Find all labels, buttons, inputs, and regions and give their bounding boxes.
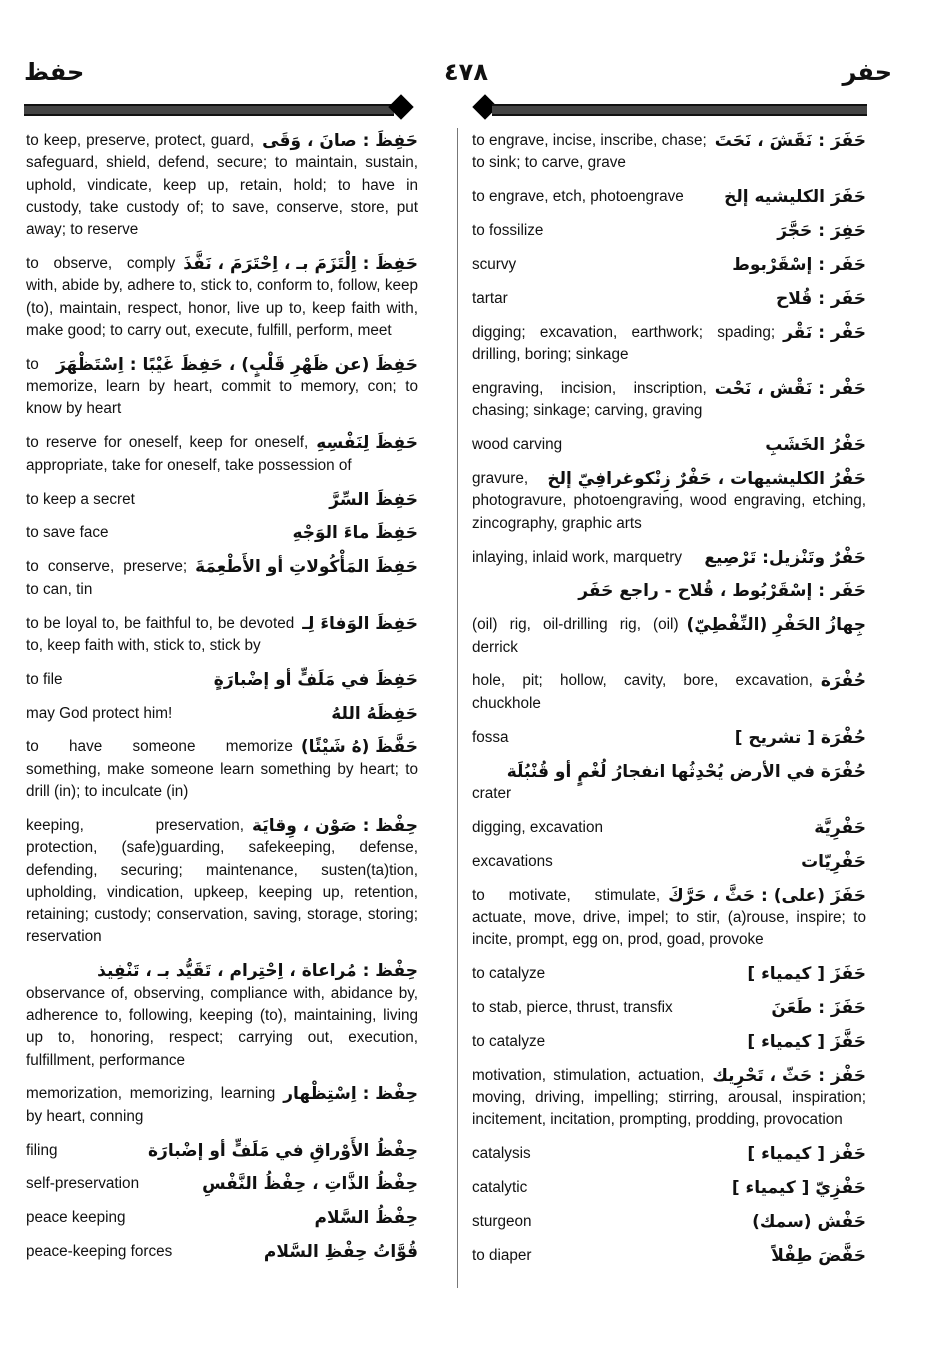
dictionary-entry [472, 963, 866, 985]
dictionary-entry [472, 885, 866, 952]
arabic-headword: حَفْر : نَقْش ، نَحْت [714, 378, 866, 399]
arabic-headword: حَفِظَ : صانَ ، وَقَى [262, 131, 418, 151]
arabic-headword: حِفْظُ الذَّاتِ ، حِفْظُ النَّفْسِ [202, 1174, 418, 1195]
arabic-headword: حَفْرٌ وتَنْزيل: تَرْصِيع [704, 547, 866, 568]
dictionary-entry [472, 614, 866, 659]
english-definition: to catalyze [472, 965, 546, 982]
page-number: ٤٧٨ [444, 58, 488, 86]
english-definition: observance of, observing, compliance with, abidance by, adherence to, following, keeping (to), maintaining, living up to, honoring, respect; carrying out, execution, fulfillment, performance [26, 984, 418, 1069]
english-definition: inlaying, inlaid work, marquetry [472, 548, 682, 566]
arabic-headword: حَفْز [ كيمياء ] [747, 1144, 866, 1165]
english-definition: catalysis [472, 1145, 531, 1163]
english-definition: scurvy [472, 255, 517, 273]
arabic-headword: حَفْر : نَقْر [783, 322, 866, 343]
arabic-headword: حَفَرَ الكليشيه إلخ [724, 187, 866, 208]
dictionary-entry [26, 1207, 418, 1229]
arabic-headword: جِهازُ الحَفْرِ (النِّفْطِيّ) [686, 615, 866, 636]
arabic-headword: حَفَزَ (على) : حَثَّ ، حَرَّكَ [668, 885, 866, 906]
english-definition: to keep a secret [26, 490, 135, 508]
dictionary-entry [472, 727, 866, 749]
arabic-headword: قُوَّاتُ حِفْظِ السَّلام [263, 1242, 418, 1263]
dictionary-entry [26, 815, 418, 949]
arabic-headword: حِفْظُ السَّلام [314, 1208, 418, 1229]
english-definition: self-preservation [26, 1175, 140, 1193]
arabic-headword: حَفْرُ الكليشيهات ، حَفْرٌ زِنْكوغرافِيّ إلخ [547, 469, 866, 490]
dictionary-entry [472, 997, 866, 1019]
dictionary-entry [472, 186, 866, 208]
arabic-headword: حَفْش (سمك) [752, 1211, 866, 1232]
right-column [472, 130, 866, 1279]
dictionary-entry [26, 489, 418, 511]
dictionary-entry [26, 669, 418, 691]
dictionary-entry [472, 1211, 866, 1233]
dictionary-entry [26, 1173, 418, 1195]
arabic-headword: حَفَزَ [ كيمياء ] [747, 964, 866, 984]
arabic-headword: حُفْرَة في الأرض يُحْدِثُها انفجارُ لُغْمٍ أو قُنْبُلَة [506, 761, 866, 782]
english-definition: to catalyze [472, 1032, 546, 1050]
dictionary-entry [472, 220, 866, 242]
english-definition: hole, pit; hollow, cavity, bore, excavation, chuckhole [472, 672, 813, 712]
arabic-headword: حَفَزَ : طَعَنَ [771, 997, 866, 1018]
english-definition: sturgeon [472, 1212, 532, 1230]
dictionary-entry [26, 522, 418, 544]
english-definition: gravure, photogravure, photoengraving, wood engraving, etching, zincography, graphic arts [472, 470, 866, 532]
dictionary-entry [26, 354, 418, 421]
dictionary-entry [472, 1031, 866, 1053]
english-definition: to motivate, stimulate, actuate, move, drive, impel; to stir, (a)rouse, inspire; to incite, prompt, egg on, prod, goad, provoke [472, 886, 866, 949]
right-guide-word: حفر [842, 58, 892, 86]
dictionary-entry [472, 670, 866, 715]
english-definition: to keep, preserve, protect, guard, safeguard, shield, defend, secure; to maintain, sustain, uphold, vindicate, keep up, retain, hold; to have in custody, take custody of; to save, conserve, store, put away; to reserve [26, 132, 418, 239]
english-definition: to memorize, learn by heart, commit to memory, con; to know by heart [26, 355, 418, 418]
english-definition: to file [26, 670, 63, 688]
arabic-headword: حَفِظَ (عن ظَهْرِ قَلْبٍ) ، حَفِظَ غَيْبًا : اِسْتَظْهَرَ [55, 354, 418, 375]
arabic-headword: حُفْرَة [820, 671, 866, 692]
english-definition: to stab, pierce, thrust, transfix [472, 998, 673, 1016]
english-definition: keeping, preservation, protection, (safe)guarding, safekeeping, defense, defending, securing; maintenance, susten(ta)tion, upholding, vindication, upkeep, keeping up, retention, retaining; custody; conservation, saving, storage, storing; reservation [26, 816, 418, 946]
arabic-headword: حِفْظُ الأَوْراقِ في مَلَفٍّ أو إضْبارَة [148, 1140, 418, 1161]
header-rule-right [492, 104, 867, 116]
dictionary-entry [26, 130, 418, 241]
arabic-headword: حَفِظَ السِّرَّ [329, 489, 418, 510]
english-definition: to be loyal to, be faithful to, be devoted to, keep faith with, stick to, stick by [26, 614, 295, 654]
dictionary-entry [472, 580, 866, 602]
dictionary-entry [472, 547, 866, 569]
dictionary-entry [472, 288, 866, 310]
arabic-headword: حَفِظَ المَأْكُولاتِ أو الأَطْعِمَةَ [195, 557, 418, 578]
english-definition: to observe, comply with, abide by, adhere to, stick to, conform to, follow, keep (to), maintain, respect, honor, live up to, keep faith with, make good; to carry out, execute, fulfill, perform, meet [26, 255, 418, 339]
english-definition: engraving, incision, inscription, chasing; sinkage; carving, graving [472, 379, 707, 420]
english-definition: to reserve for oneself, keep for oneself, appropriate, take for oneself, take possession of [26, 434, 352, 474]
dictionary-entry [26, 253, 418, 342]
english-definition: fossa [472, 728, 509, 746]
english-definition: tartar [472, 289, 508, 307]
arabic-headword: حَفَرَ : نَقَشَ ، نَحَتَ [714, 131, 866, 151]
arabic-headword: حَفَّضَ طِفْلاً [771, 1245, 866, 1266]
arabic-headword: حَفْرُ الخَشَبِ [765, 435, 866, 456]
arabic-headword: حَفْرِيّات [801, 851, 866, 872]
left-guide-word: حفظ [24, 58, 85, 86]
dictionary-entry [26, 613, 418, 658]
english-definition: digging; excavation, earthwork; spading; drilling, boring; sinkage [472, 323, 776, 364]
arabic-headword: حَفْز : حَثّ ، تَحْرِيك [712, 1065, 866, 1086]
english-definition: crater [472, 784, 512, 802]
dictionary-entry [472, 468, 866, 535]
arabic-headword: حَفِظَ ماءَ الوَجْهِ [292, 523, 418, 544]
arabic-headword: حَفِظَ الوَفاءَ لِـ [302, 613, 418, 634]
dictionary-entry [26, 1241, 418, 1263]
arabic-headword: حَفْزِيّ [ كيمياء ] [731, 1178, 866, 1199]
arabic-headword: حَفِظَهُ اللهُ [331, 703, 418, 724]
dictionary-entry [26, 960, 418, 1071]
dictionary-entry [26, 1083, 418, 1128]
dictionary-entry [26, 736, 418, 803]
dictionary-entry [472, 817, 866, 839]
dictionary-entry [472, 378, 866, 423]
english-definition: peace keeping [26, 1209, 126, 1227]
arabic-headword: حِفْظ : مُراعاة ، اِحْتِرام ، تَقَيُّد بـ ، تَنْفِيذ [97, 961, 418, 982]
dictionary-entry [26, 556, 418, 601]
english-definition: may God protect him! [26, 704, 173, 722]
english-definition: to have someone memorize something, make someone learn something by heart; to drill (in); to inculcate (in) [26, 738, 418, 801]
dictionary-entry [472, 254, 866, 276]
english-definition: motivation, stimulation, actuation, moving, driving, impelling; stirring, arousal, inspiration; incitement, incitation, prompting, prodding, provocation [472, 1066, 866, 1129]
dictionary-entry [26, 432, 418, 477]
english-definition: catalytic [472, 1179, 528, 1197]
arabic-headword: حَفِرَ : حَجَّرَ [777, 221, 866, 242]
english-definition: to engrave, etch, photoengrave [472, 188, 684, 206]
arabic-headword: حَفْرِيَّة [814, 817, 866, 838]
dictionary-entry [472, 130, 866, 175]
english-definition: to save face [26, 524, 109, 542]
arabic-headword: حَفَر : إسْقَرْبُوط ، قُلاح - راجع حَفَر [578, 581, 866, 602]
arabic-headword: حَفِظَ لِنَفْسِهِ [316, 433, 418, 454]
dictionary-entry [472, 1065, 866, 1132]
english-definition: (oil) rig, oil-drilling rig, (oil) derrick [472, 616, 679, 656]
column-divider [457, 128, 458, 1288]
dictionary-entry [472, 851, 866, 873]
dictionary-entry [472, 761, 866, 806]
dictionary-entry [26, 703, 418, 725]
english-definition: excavations [472, 852, 553, 870]
arabic-headword: حَفَر : قُلاح [776, 288, 866, 309]
dictionary-entry [472, 434, 866, 456]
left-column [26, 130, 418, 1275]
dictionary-entry [472, 1143, 866, 1165]
arabic-headword: حُفْرَة [ تشريح ] [734, 727, 866, 748]
english-definition: to conserve, preserve; to can, tin [26, 558, 188, 598]
arabic-headword: حِفْظ : اِسْتِظْهار [283, 1084, 418, 1105]
arabic-headword: حَفَر : إسْقَرْبوط [732, 254, 866, 275]
english-definition: memorization, memorizing, learning by heart, conning [26, 1085, 276, 1125]
english-definition: digging, excavation [472, 818, 603, 836]
dictionary-entry [26, 1140, 418, 1162]
dictionary-entry [472, 1177, 866, 1199]
arabic-headword: حَفَّزَ [ كيمياء ] [747, 1031, 866, 1052]
dictionary-entry [472, 322, 866, 367]
english-definition: to fossilize [472, 222, 544, 240]
english-definition: to engrave, incise, inscribe, chase; to sink; to carve, grave [472, 132, 707, 172]
header-rule-left [24, 104, 394, 116]
english-definition: filing [26, 1141, 58, 1159]
english-definition: to diaper [472, 1246, 532, 1264]
arabic-headword: حِفْظ : صَوْن ، وِقايَة [252, 815, 418, 836]
english-definition: wood carving [472, 436, 563, 454]
dictionary-entry [472, 1245, 866, 1267]
english-definition: peace-keeping forces [26, 1243, 173, 1261]
arabic-headword: حَفِظَ في مَلَفٍّ أو إضْبارَةٍ [213, 669, 418, 690]
arabic-headword: حَفَّظَ (هُ شَيْئًا) [300, 737, 418, 758]
arabic-headword: حَفِظَ : اِلْتَزَمَ بـ ، اِحْتَرَمَ ، نَفَّذَ [183, 254, 418, 275]
